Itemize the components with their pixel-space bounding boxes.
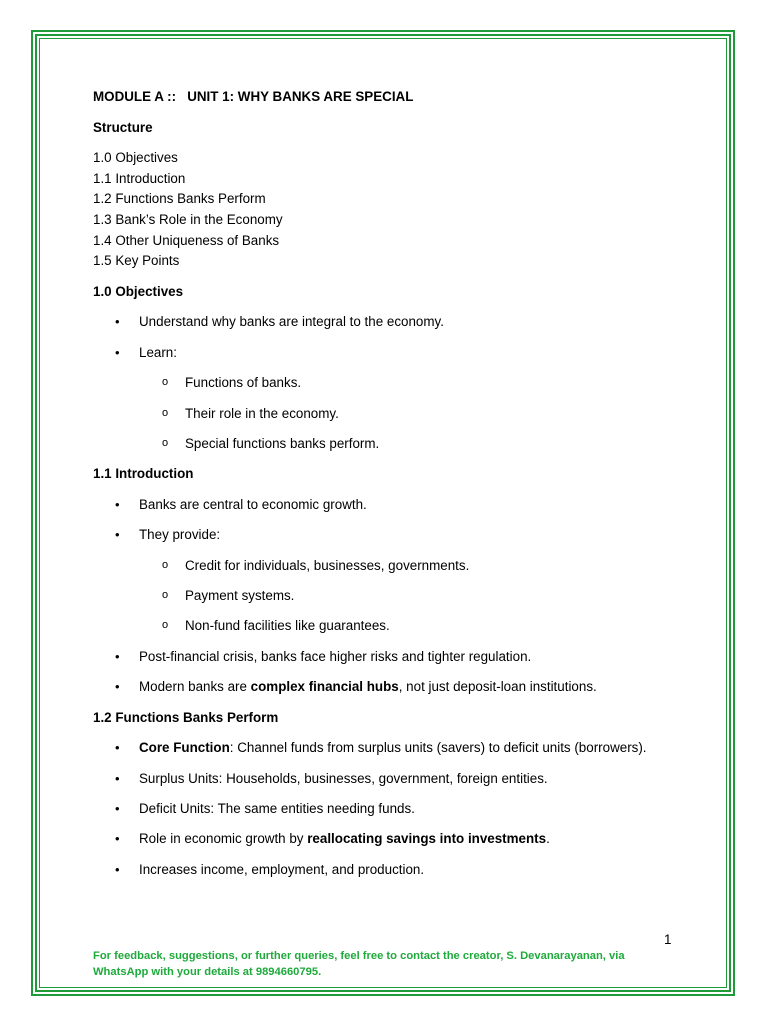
list-item <box>93 525 693 637</box>
list-item <box>93 738 693 759</box>
toc-item: 1.1 Introduction <box>93 170 186 186</box>
toc-item: 1.5 Key Points <box>93 253 180 269</box>
table-of-contents <box>93 148 693 272</box>
list-item-label: They provide: <box>139 527 221 543</box>
module-heading: MODULE A :: UNIT 1: WHY BANKS ARE SPECIAL <box>93 89 414 104</box>
list-item <box>93 343 693 455</box>
introduction-sublist <box>139 556 693 637</box>
list-item: • Increases income, employment, and production. <box>93 860 693 881</box>
objectives-sublist <box>139 373 693 454</box>
bold-phrase: Core Function <box>139 740 230 756</box>
text-segment: . <box>546 831 550 847</box>
list-item: • Banks are central to economic growth. <box>93 495 693 516</box>
objectives-list <box>93 312 693 454</box>
toc-item: 1.0 Objectives <box>93 150 178 166</box>
bold-phrase: reallocating savings into investments <box>307 831 547 847</box>
list-item: • Understand why banks are integral to the economy. <box>93 312 693 333</box>
functions-list <box>93 738 693 880</box>
page-number: 1 <box>664 932 672 947</box>
text-segment: Role in economic growth by <box>139 831 308 847</box>
sublist-item: o Special functions banks perform. <box>139 434 693 455</box>
sublist-item: o Payment systems. <box>139 586 693 607</box>
introduction-list <box>93 495 693 698</box>
toc-item: 1.4 Other Uniqueness of Banks <box>93 232 280 248</box>
list-item: • Surplus Units: Households, businesses, government, foreign entities. <box>93 769 693 790</box>
list-item: • Deficit Units: The same entities needing funds. <box>93 799 693 820</box>
sublist-item: o Credit for individuals, businesses, governments. <box>139 556 693 577</box>
toc-item: 1.3 Bank’s Role in the Economy <box>93 211 283 227</box>
list-item <box>93 677 693 698</box>
structure-title: Structure <box>93 119 153 135</box>
bold-phrase: complex financial hubs <box>250 679 399 695</box>
list-item-label: Learn: <box>139 344 177 360</box>
list-item <box>93 829 693 850</box>
sublist-item: o Their role in the economy. <box>139 404 693 425</box>
sublist-item: o Non-fund facilities like guarantees. <box>139 616 693 637</box>
text-segment: Modern banks are <box>139 679 251 695</box>
toc-item: 1.2 Functions Banks Perform <box>93 191 266 207</box>
sublist-item: o Functions of banks. <box>139 373 693 394</box>
section-functions-title: 1.2 Functions Banks Perform <box>93 709 279 725</box>
section-introduction-title: 1.1 Introduction <box>93 466 194 482</box>
list-item: • Post-financial crisis, banks face higher risks and tighter regulation. <box>93 647 693 668</box>
document-body <box>93 87 693 890</box>
text-segment: : Channel funds from surplus units (savers) to deficit units (borrowers). <box>229 740 647 756</box>
section-objectives-title: 1.0 Objectives <box>93 283 184 299</box>
footer-contact-note: For feedback, suggestions, or further queries, feel free to contact the creator, S. Devanarayanan, via WhatsApp with your details at 9894660795. <box>93 950 625 978</box>
text-segment: , not just deposit-loan institutions. <box>398 679 597 695</box>
